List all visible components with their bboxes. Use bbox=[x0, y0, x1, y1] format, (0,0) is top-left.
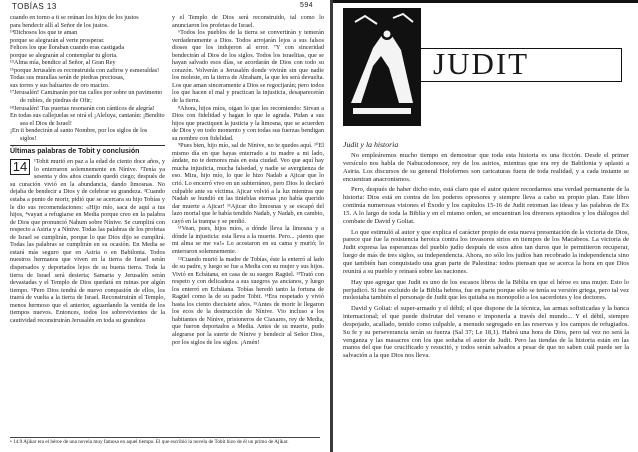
section-title: Últimas palabras de Tobit y conclusión bbox=[10, 145, 165, 156]
introduction-text bbox=[343, 152, 629, 363]
right-column bbox=[172, 14, 324, 434]
woodcut-illustration-icon bbox=[343, 8, 421, 126]
verse-line: sus torres y sus baluartes de oro macizo. bbox=[10, 81, 110, 89]
verse-line: para bendecir allí al Señor de los justos. bbox=[10, 21, 109, 29]
chapter-14-text bbox=[10, 158, 165, 324]
chapter-number: 14 bbox=[10, 159, 30, 175]
verse-line: porque se alegrarán al verte prosperar. bbox=[10, 36, 105, 44]
paragraph: y el Templo de Dios será reconstruido, tal como lo anunciaron los profetas de Israel. bbox=[172, 14, 324, 29]
page-number: 594 bbox=[300, 2, 314, 9]
left-column bbox=[10, 14, 165, 434]
verse-line: ¹⁵Alma mía, bendice al Señor, al Gran Rey bbox=[10, 59, 116, 67]
verse-line: En todas sus callejuelas se oirá el ¡Aleluya, cantarán: ¡Bendito sea el Dios de Israel! bbox=[10, 112, 165, 127]
paragraph: ⁹Pues bien, hijo mío, sal de Nínive, no te quedes aquí. ¹⁰El mismo día en que hayas enterrado a tu madre a mi lado, ándate, no te demores más en esta ciudad. Veo que aquí hay mucha injusticia, mucha falsedad, y nadie se avergüenza de eso. Mira, hijo mío, lo que le hizo Nadab a Ajicar que lo crió. Lo encerró vivo en un subterráneo, pero Dios lo declaró culpable ante su víctima. Ajicar volvió a la luz mientras que Nadab se hundió en las tinieblas eternas ¡no había querido dar muerte a Ajicar! ¹¹Ajicar dio limosnas y se escapó del lazo mortal que le había tendido Nadab, y Nadab, en cambio, cayó en la trampa y se perdió. bbox=[172, 142, 324, 225]
paragraph: ¹²Cuando murió la madre de Tobías, éste la enterró al lado de su padre, y luego se fue a Media con su mujer y sus hijos. Vivió en Ecbátana, en casa de su suegro Ragüel. ¹³Trató con respeto y con delicadeza a sus suegros ya ancianos, y luego los enterró en Ecbátana. Tobías heredó tanto la fortuna de Ragüel como la de su padre Tobit. ¹⁴Era respetado y vivió hasta los ciento diecisiete años. ¹⁵Antes de morir le llegaron los ecos de la destrucción de Nínive. Vio incluso a los habitantes de Nínive, prisioneros de Ciaxares, rey de Media, que fueron deportados a Media. Antes de su muerte, pudo alegrarse por la suerte de Nínive y bendecir al Señor Dios, por los siglos de los siglos. ¡Amén! bbox=[172, 255, 324, 346]
paragraph: ¹¹Vean, pues, hijos míos, a dónde lleva la limosna y a dónde la injusticia: esta lleva a la muerte. Pero... ¡siento que mi alma se me va!» Lo acostaron en su cama y murió; lo enterraron solemnemente. bbox=[172, 225, 324, 255]
verse-line: ¹⁶porque Jerusalén es reconstruida con zafiros y esmeraldas! bbox=[10, 66, 160, 74]
paragraph: ⁶Todos los pueblos de la tierra se convertirán y temerán verdaderamente a Dios. Todos arrojarán lejos a sus falsos dioses que los indujeron al error. ⁷Y con sinceridad bendecirán al Dios de los siglos. Todos los israelitas, que se hayan salvado esos días, se acordarán de Dios con todo su corazón. Volverán a Jerusalén donde vivirán sin que nadie los moleste, en la tierra de Abraham, la que les será devuelta. Los que aman sinceramente a Dios se regocijarán; pero todos los que hacen el mal y practican la injusticia, desaparecerán de la tierra. bbox=[172, 29, 324, 105]
intro-paragraph: No empleáremos mucho tiempo en demostrar que toda esta historia es una ficción. Desde el primer versículo nos habla de Nabucodonosor, rey de los asirios, mientras que era rey de Babilonia y aplastó a Asiria. Los discursos de su general Holofernes son caricaturas fuera de toda realidad, y a cada instante se encuentran anacronismos. bbox=[343, 152, 629, 183]
verse-line: porque se alegrarán al contemplar tu gloria. bbox=[10, 51, 118, 59]
book-title: JUDIT bbox=[433, 46, 530, 81]
verse-line: ¡En ti bendecirán al santo Nombre, por los siglos de los siglos! bbox=[10, 127, 148, 142]
verse-line: ¹⁸Jerusalén! Tus puertas resonarán con cánticos de alegría! bbox=[10, 104, 155, 112]
verse-line: Felices los que lloraban cuando eras castigada bbox=[10, 44, 125, 52]
verse-line: Todas sus murallas serán de piedras preciosas, bbox=[10, 74, 125, 82]
verse-line: ¹⁴Dichosos los que te aman bbox=[10, 29, 78, 37]
verse-line: ¹⁷Jerusalén! Caminarán por tus calles por sobre un pavimento de rubíes, de piedras de Ofir; bbox=[10, 89, 163, 105]
footnote: • 14.9 Ajikar era el héroe de una novela muy famosa en aquel tiempo. El que escribió la novela de Tobit hizo de él un primo de Ajikar. bbox=[10, 437, 320, 445]
intro-paragraph: Hay que agregar que Judit es uno de los escasos libros de la Biblia en que el héroe es una mujer. Esto lo perjudicó. Si fue excluido de la Biblia hebrea, fue en parte porque sólo se tenía su versión griega, pero tal vez molestaba también el personaje de Judit que les quitaba su monopolio a los sacerdotes y los doctores. bbox=[343, 278, 629, 302]
intro-paragraph: Lo que estimuló al autor y que explica el carácter propio de esta nueva presentación de la victoria de Dios, parece que fue la resistencia heroica contra los invasores sirios en tiempos de los Macabeos. La victoria de Judit expresa las esperanzas del pueblo judío después de esos años tan duros que le permitieron recuperar, luego de más de tres siglos, su independencia. Ahora, no sólo los judíos han recobrado la independencia sino que también han conquistado una gran parte de Palestina: todos piensan que se acerca la hora en que Dios reunirá a su pueblo y reinará sobre las naciones. bbox=[343, 228, 629, 275]
intro-heading: Judit y la historia bbox=[343, 140, 399, 149]
paragraph: ⁸Ahora, hijos míos, oigan lo que les recomiendo: Sirvan a Dios con fidelidad y hagan lo que le agrada. Pidan a sus hijos que practiquen la justicia y la limosna, que se acuerden de Dios y en todo momento y con todas sus fuerzas bendigan su nombre con fidelidad. bbox=[172, 104, 324, 142]
chapter-14-body: ¹Tobit murió en paz a la edad de ciento doce años, y lo enterraron solemnemente en Nínive. ²Tenía ya sesenta y dos años cuando quedó ciego; después de su curación vivió en la abundancia, dando limosnas. No dejaba de bendecir a Dios y de celebrar su grandeza. ³Cuando estaba a punto de morir, pidió que se acercara su hijo Tobías y le dio sus recomendaciones: «Hijo mío, saca de aquí a tus hijos, ⁴vayan a refugiarse en Media porque creo en la palabra de Dios que pronunció Nahum sobre Nínive. Se cumplirá con respecto a Asiria y a Nínive. Todas las palabras de los profetas de Israel se cumplirán, porque lo que Dios dijo se cumplirá. Todas las palabras se cumplirán en su ocasión. En Media se estará más seguro que en Asiria o en Babilonia. Todos nuestros hermanos que viven en la tierra de Israel serán dispersados y deportados lejos de su buena tierra. Toda la tierra de Israel será desierta; Samaria y Jerusalén serán devastadas y el Templo de Dios quedará en ruinas por algún tiempo. ⁵Pero Dios tendrá de nuevo compasión de ellos, los traerá de vuelta a la tierra de Israel. Reconstruirán el Templo, menos hermoso que el anterior, aguardando la venida de los tiempos nuevos. Entonces, todos los sobrevivientes de la cautividad reconstruirán Jerusalén en toda su grandeza bbox=[10, 158, 165, 324]
right-page bbox=[333, 0, 638, 452]
running-head: TOBÍAS 13 bbox=[12, 2, 57, 11]
intro-paragraph: Pero, después de haber dicho esto, está claro que el autor quiere recordarnos una verdad permanente de la historia: Dios está en contra de los poderes opresores y siempre lleva a cabo su propio plan. Este libro continúa numerosas visiones el Éxodo y los capítulos 15-16 de Judit retoman las ideas y las palabras de Ex 15. A lo largo de toda la Biblia y en el mismo orden, se encuentran los diversos episodios y los diálogos del combate de David y Goliat. bbox=[343, 186, 629, 225]
verse-line: cuando en torno a ti se reúnan los hijos de los justos bbox=[10, 14, 139, 21]
intro-paragraph: David y Goliat: el super-armado y el débil; el que dispone de la técnica, las armas sofisticadas y la banca internacional; el que puede disfrutar del verano e imponerla a través del mundo... Y el débil, siempre despojado, acallado, tenido como culpable, a menudo segregado en las reservas y los campos de refugiados. Su fe y su perseverancia serán su fuerza (Sal 37; Le 18,1). Habrá una hora de Dios, pero tal vez no será la venganza y las masacres con los que soñaba el autor de Judit. Pero las tiendas de la historia están en las manos del que fue crucificado y resucitó, y todos serán salvados a pesar de que no saben cuál puede ser la salvación a la que Dios nos lleva. bbox=[343, 305, 629, 360]
book-illustration-logo bbox=[343, 8, 421, 126]
